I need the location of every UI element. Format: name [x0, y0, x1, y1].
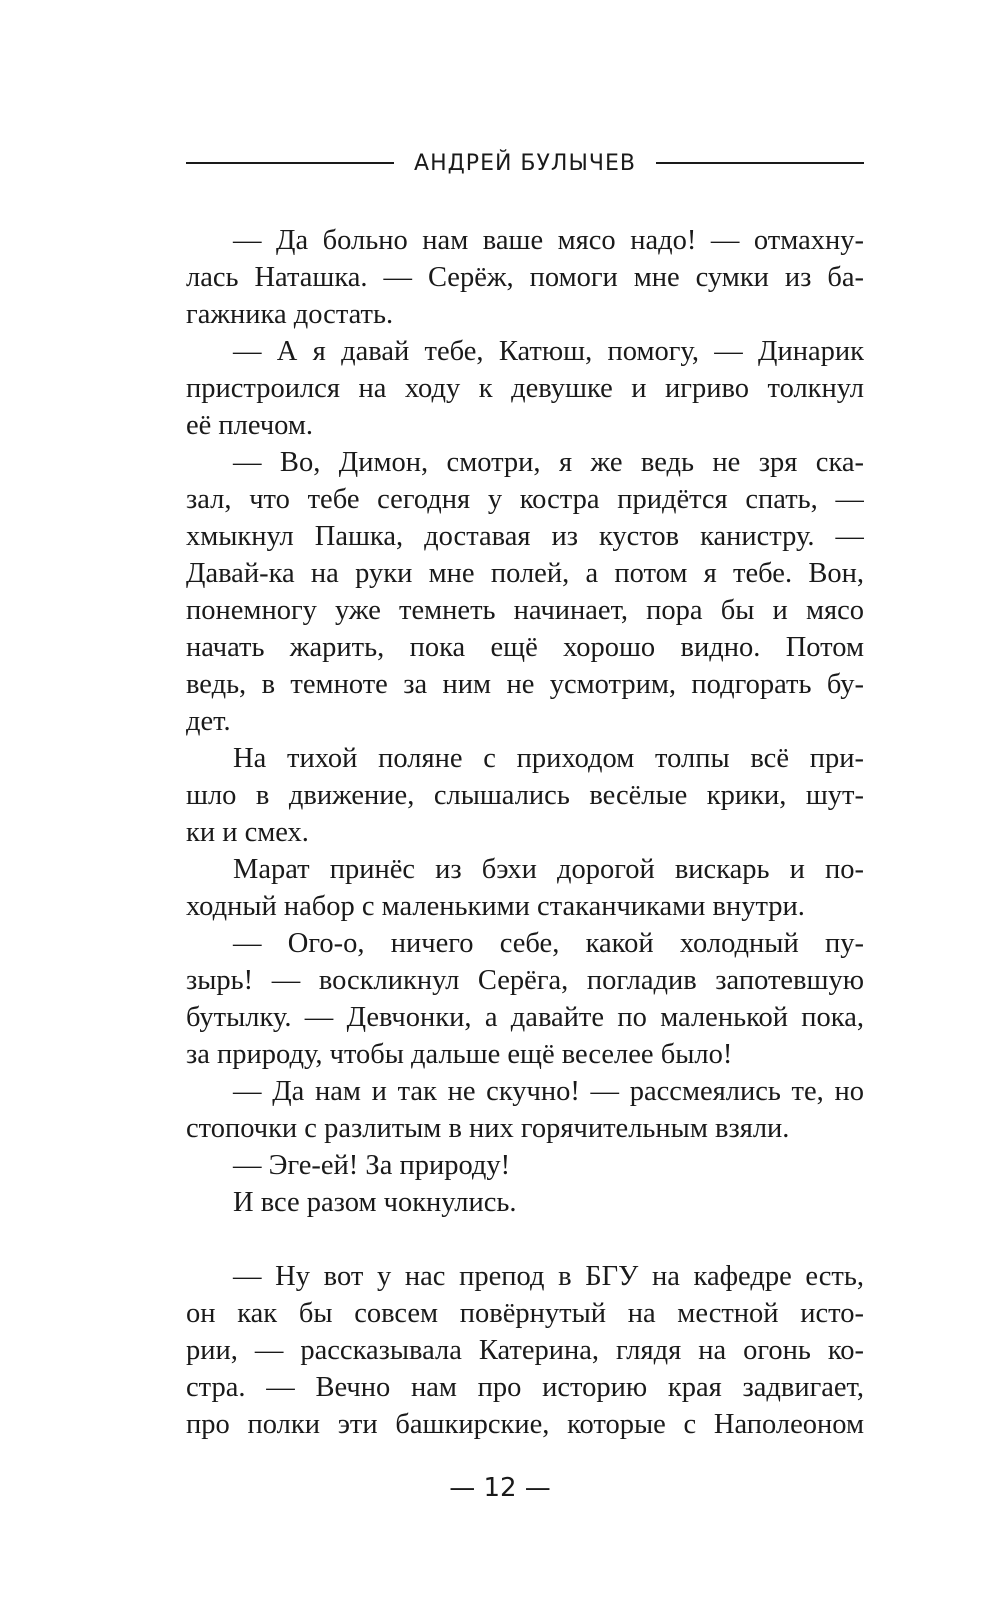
- text-line: — Во, Димон, смотри, я же ведь не зря ска-: [233, 447, 864, 478]
- text-line: ведь, в темноте за ним не усмотрим, подгорать бу-: [186, 669, 864, 700]
- text-line: её плечом.: [186, 410, 314, 441]
- text-line: гажника достать.: [186, 299, 394, 330]
- text-line: И все разом чокнулись.: [233, 1187, 517, 1218]
- text-line: рии, — рассказывала Катерина, глядя на огонь ко-: [186, 1335, 864, 1366]
- text-line: — А я давай тебе, Катюш, помогу, — Динарик: [233, 336, 864, 367]
- text-line: начать жарить, пока ещё хорошо видно. Потом: [186, 632, 864, 663]
- text-line: про полки эти башкирские, которые с Наполеоном: [186, 1409, 864, 1440]
- page-number: — 12 —: [449, 1473, 551, 1503]
- text-line: зырь! — воскликнул Серёга, погладив запотевшую: [186, 965, 864, 996]
- text-line: стопочки с разлитым в них горячительным взяли.: [186, 1113, 790, 1144]
- text-line: Давай-ка на руки мне полей, а потом я тебе. Вон,: [186, 558, 864, 589]
- text-line: — Ого-о, ничего себе, какой холодный пу-: [233, 928, 864, 959]
- text-line: пристроился на ходу к девушке и игриво толкнул: [186, 373, 864, 404]
- text-line: стра. — Вечно нам про историю края задвигает,: [186, 1372, 864, 1403]
- text-line: Марат принёс из бэхи дорогой вискарь и по-: [233, 854, 864, 885]
- text-line: — Ну вот у нас препод в БГУ на кафедре есть,: [233, 1261, 864, 1292]
- text-line: ходный набор с маленькими стаканчиками внутри.: [186, 891, 805, 922]
- text-line: лась Наташка. — Серёж, помоги мне сумки из ба-: [186, 262, 864, 293]
- text-line: шло в движение, слышались весёлые крики, шут-: [186, 780, 864, 811]
- text-line: зал, что тебе сегодня у костра придётся спать, —: [186, 484, 864, 515]
- running-header: [186, 146, 864, 180]
- text-line: за природу, чтобы дальше ещё веселее было!: [186, 1039, 733, 1070]
- text-line: понемногу уже темнеть начинает, пора бы и мясо: [186, 595, 864, 626]
- text-line: бутылку. — Девчонки, а давайте по маленькой пока,: [186, 1002, 864, 1033]
- text-line: он как бы совсем повёрнутый на местной исто-: [186, 1298, 864, 1329]
- header-rule-left: [186, 162, 394, 164]
- body-text: [186, 222, 864, 1443]
- text-line: ки и смех.: [186, 817, 309, 848]
- header-rule-right: [656, 162, 864, 164]
- section-break: [186, 1221, 864, 1258]
- text-line: На тихой поляне с приходом толпы всё при-: [233, 743, 864, 774]
- text-line: — Да больно нам ваше мясо надо! — отмахну-: [233, 225, 864, 256]
- author-name: АНДРЕЙ БУЛЫЧЕВ: [414, 150, 636, 176]
- text-line: дет.: [186, 706, 231, 737]
- text-line: — Да нам и так не скучно! — рассмеялись те, но: [233, 1076, 864, 1107]
- text-line: — Эге-ей! За природу!: [233, 1150, 511, 1181]
- text-line: хмыкнул Пашка, доставая из кустов канистру. —: [186, 521, 864, 552]
